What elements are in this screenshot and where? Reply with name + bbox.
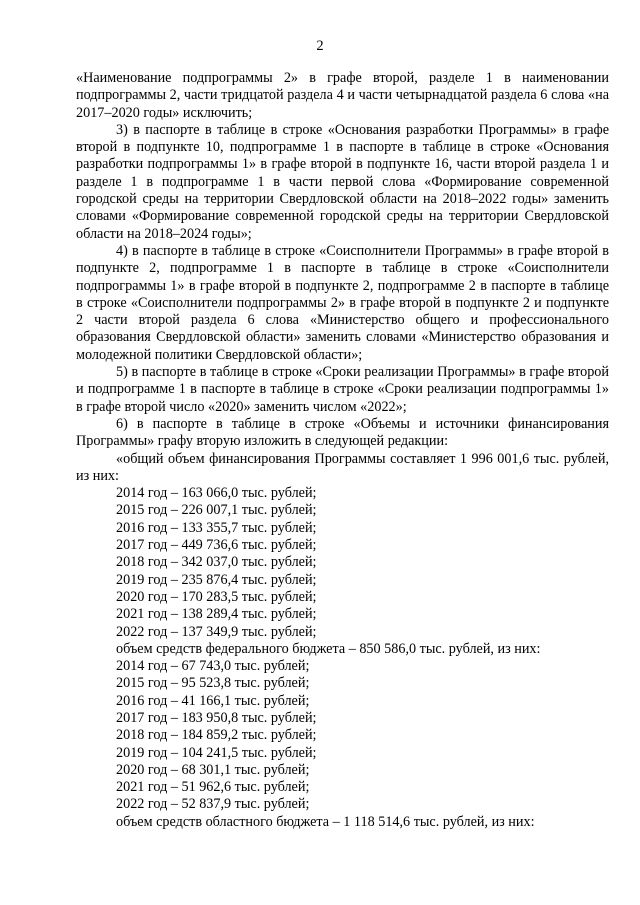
document-body [76, 70, 609, 831]
paragraph-item-5: 5) в паспорте в таблице в строке «Сроки реализации Программы» в графе второй и подпрограмме 1 в паспорте в таблице в строке «Сроки реализации подпрограммы 1» в графе второй число «2020» заменить числом «2022»; [76, 364, 609, 415]
federal-funding-by-year-list [76, 658, 609, 814]
list-item: 2014 год – 163 066,0 тыс. рублей; [116, 485, 317, 502]
federal-budget-heading: объем средств федерального бюджета – 850 586,0 тыс. рублей, из них: [116, 640, 541, 657]
list-item: 2022 год – 137 349,9 тыс. рублей; [116, 623, 317, 640]
list-item: 2019 год – 235 876,4 тыс. рублей; [116, 571, 317, 588]
page-number: 2 [316, 38, 324, 54]
list-item: 2018 год – 184 859,2 тыс. рублей; [116, 727, 317, 744]
paragraph-continuation: «Наименование подпрограммы 2» в графе второй, разделе 1 в наименовании подпрограммы 2, части тридцатой раздела 4 и части четырнадцатой раздела 6 слова «на 2017–2020 годы» исключить; [76, 70, 609, 121]
list-item: 2018 год – 342 037,0 тыс. рублей; [116, 554, 317, 571]
list-item: 2021 год – 138 289,4 тыс. рублей; [116, 606, 317, 623]
regional-budget-heading: объем средств областного бюджета – 1 118 514,6 тыс. рублей, из них: [116, 813, 535, 830]
list-item: 2017 год – 183 950,8 тыс. рублей; [116, 709, 317, 726]
list-item: 2020 год – 68 301,1 тыс. рублей; [116, 761, 310, 778]
paragraph-item-3: 3) в паспорте в таблице в строке «Основания разработки Программы» в графе второй в подпункте 10, подпрограмме 1 в паспорте в таблице в строке «Основания разработки подпрограммы 1» в графе второй в подпункте 16, части второй раздела 1 и разделе 1 в подпрограмме 1 в части первой слова «Формирование современной городской среды на территории Свердловской области на 2018–2022 годы» заменить словами «Формирование современной городской среды на территории Свердловской области на 2018–2024 годы»; [76, 121, 609, 242]
list-item: 2021 год – 51 962,6 тыс. рублей; [116, 779, 310, 796]
list-item: 2014 год – 67 743,0 тыс. рублей; [116, 658, 310, 675]
paragraph-item-6: 6) в паспорте в таблице в строке «Объемы и источники финансирования Программы» графу вторую изложить в следующей редакции: [76, 415, 609, 450]
list-item: 2015 год – 95 523,8 тыс. рублей; [116, 675, 310, 692]
total-funding-by-year-list [76, 485, 609, 641]
list-item: 2020 год – 170 283,5 тыс. рублей; [116, 588, 317, 605]
list-item: 2017 год – 449 736,6 тыс. рублей; [116, 537, 317, 554]
list-item: 2019 год – 104 241,5 тыс. рублей; [116, 744, 317, 761]
list-item: 2022 год – 52 837,9 тыс. рублей; [116, 796, 310, 813]
paragraph-total-funding: «общий объем финансирования Программы составляет 1 996 001,6 тыс. рублей, из них: [76, 450, 609, 484]
list-item: 2015 год – 226 007,1 тыс. рублей; [116, 502, 317, 519]
list-item: 2016 год – 133 355,7 тыс. рублей; [116, 519, 317, 536]
paragraph-item-4: 4) в паспорте в таблице в строке «Соисполнители Программы» в графе второй в подпункте 2, подпрограмме 1 в паспорте в таблице в строке «Соисполнители подпрограммы 1» в графе второй в подпункте 2, подпрограмме 2 в паспорте в таблице в строке «Соисполнители подпрограммы 2» в графе второй в подпункте 2 и подпункте 2 части второй раздела 6 слова «Министерство общего и профессионального образования Свердловской области» заменить словами «Министерство образования и молодежной политики Свердловской области»; [76, 242, 609, 363]
list-item: 2016 год – 41 166,1 тыс. рублей; [116, 692, 310, 709]
